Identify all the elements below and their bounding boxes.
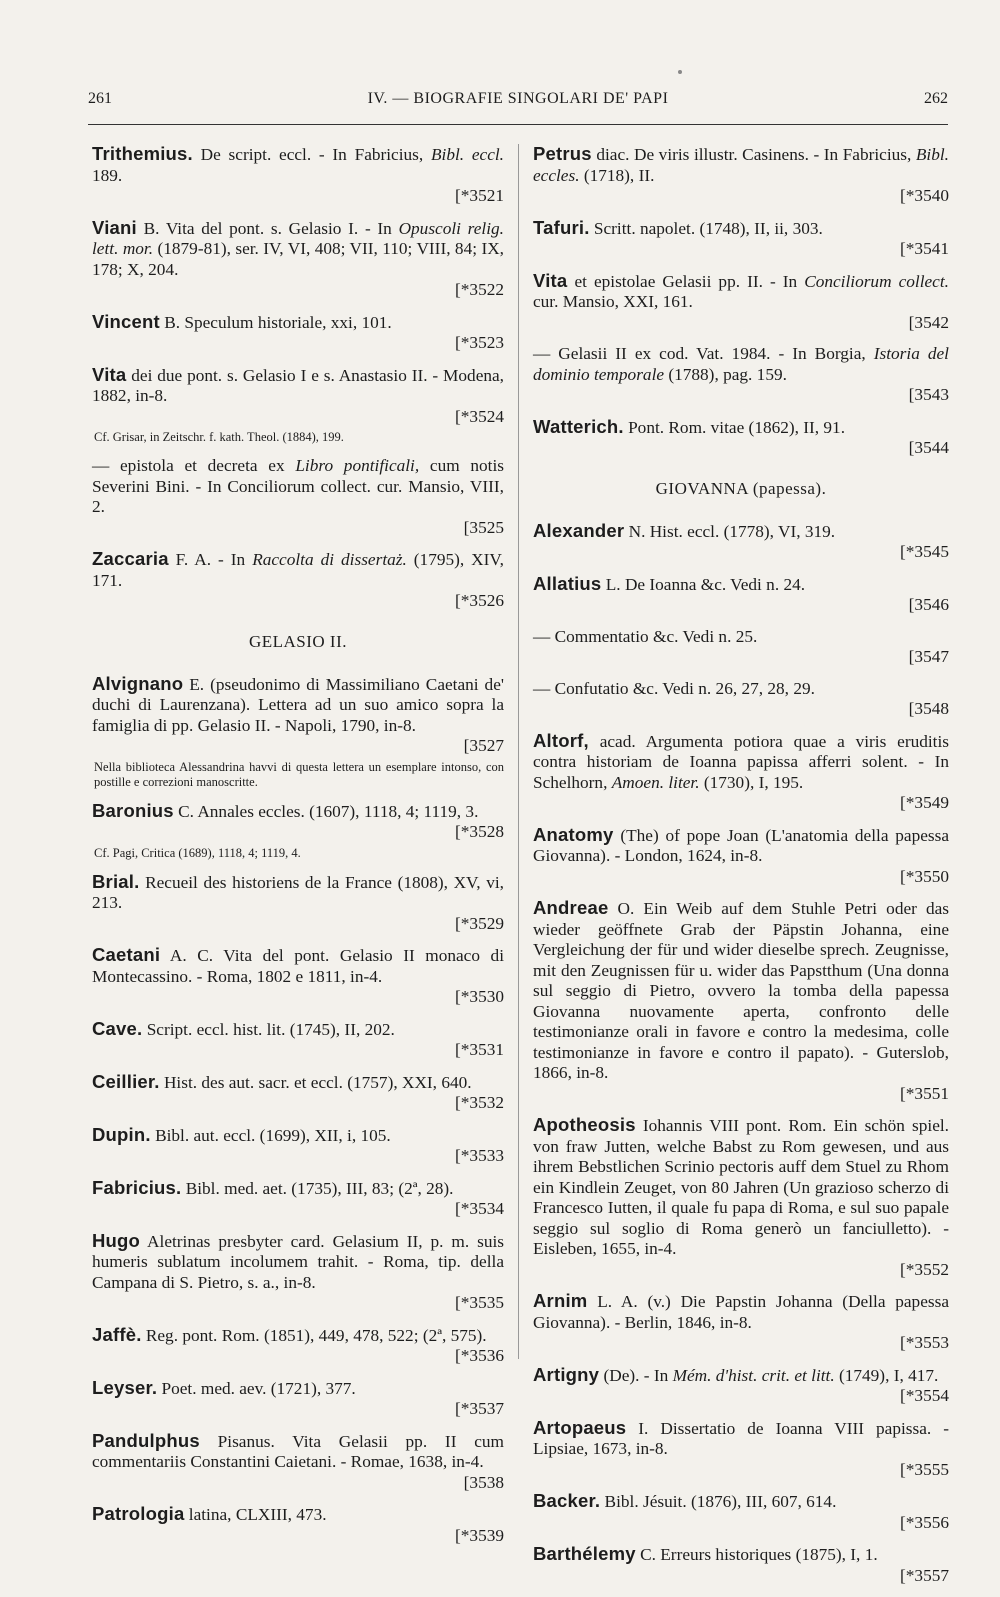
bibliography-entry (533, 1291, 949, 1354)
bibliography-entry (92, 1178, 504, 1220)
bibliography-entry (533, 1115, 949, 1280)
section-heading-gelasio: GELASIO II. (248, 631, 348, 651)
entry-headword: Fabricius. (92, 1176, 182, 1198)
entry-text: Bibl. med. aet. (1735), III, 83; (2ª, 28). (181, 1178, 454, 1198)
entry-number: [*3532 (455, 1093, 504, 1112)
header-rule (88, 124, 948, 125)
entry-text: (1718), II. (579, 165, 655, 185)
bibliography-entry (92, 144, 504, 207)
left-column (92, 144, 504, 1557)
entry-headword: Cave. (92, 1017, 143, 1039)
entry-number: [*3523 (455, 333, 504, 352)
entry-text: diac. De viris illustr. Casinens. - In Fabricius, (591, 145, 916, 164)
entry-text: (The) of pope Joan (L'anatomia della papessa Giovanna). - London, 1624, in-8. (533, 825, 949, 865)
bibliography-entry (533, 898, 949, 1104)
page-number-right: 262 (924, 90, 948, 107)
entry-text: — Gelasii II ex cod. Vat. 1984. - In Borgia, (533, 344, 874, 363)
bibliography-entry (533, 574, 949, 616)
entry-headword: Pandulphus (92, 1429, 200, 1451)
bibliography-entry (92, 549, 504, 612)
entry-headword: Vita (92, 363, 127, 385)
entry-headword: Zaccaria (92, 548, 169, 569)
entry-headword: Patrologia (92, 1503, 185, 1524)
entry-headword: Vincent (92, 310, 160, 332)
entry-number: [*3529 (455, 913, 504, 933)
entry-headword: Alvignano (92, 672, 184, 694)
bibliography-entry (92, 1378, 504, 1420)
entry-text: Iohannis VIII pont. Rom. Ein schön spiel. von fraw Jutten, welche Babst zu Rom gewesen, und aus ihrem Bebstlichen Scrinio pectoris auff dem Stuel zu Rhom ein Kindlein Zeuget, von 80 Jahren (Un grazioso scherzo di Francesco Iutten, il quale fu papa di Roma, e sul suo papale seggio sul soglio di Roma generò un fanciulletto). - Eisleben, 1655, in-4. (533, 1116, 949, 1258)
entry-number: [*3549 (900, 793, 949, 812)
bibliography-entry (92, 1504, 504, 1546)
bibliography-entry (92, 872, 504, 935)
entry-headword: Artopaeus (533, 1416, 627, 1438)
bibliography-entry (533, 1491, 949, 1533)
entry-italic-title: Opuscoli relig. lett. mor. (92, 218, 505, 258)
entry-italic-title: Mém. d'hist. crit. et litt. (672, 1365, 835, 1385)
bibliography-entry (533, 825, 949, 888)
entry-headword: Petrus (533, 143, 592, 164)
entry-text: (1879-81), ser. IV, VI, 408; VII, 110; VIII, 84; IX, 178; X, 204. (92, 239, 504, 279)
entry-text: dei due pont. s. Gelasio I e s. Anastasio II. - Modena, 1882, in-8. (92, 365, 504, 405)
bibliography-entry (533, 271, 949, 334)
entry-number: [*3521 (455, 186, 504, 205)
entry-number: [3548 (908, 699, 949, 718)
entry-text: B. Vita del pont. s. Gelasio I. - In (136, 218, 399, 238)
entry-note: Nella biblioteca Alessandrina havvi di questa lettera un esemplare intonso, con postille e correzioni manoscritte. (94, 759, 504, 789)
entry-headword: Dupin. (92, 1123, 151, 1145)
entry-italic-title: Bibl. eccles. (533, 145, 949, 185)
entry-italic-title: Bibl. eccl. (430, 145, 504, 164)
bibliography-entry (533, 1418, 949, 1481)
entry-headword: Viani (92, 216, 137, 238)
entry-italic-title: Raccolta di dissertaż. (252, 550, 407, 569)
entry-text: (1730), I, 195. (699, 772, 804, 792)
entry-text: 189. (92, 165, 123, 185)
chapter-title: IV. — BIOGRAFIE SINGOLARI DE' PAPI (367, 90, 669, 107)
entry-number: [*3551 (900, 1083, 949, 1103)
entry-text: Script. eccl. hist. lit. (1745), II, 202. (142, 1019, 395, 1039)
entry-text: Hist. des aut. sacr. et eccl. (1757), XXI, 640. (159, 1072, 472, 1092)
entry-text: N. Hist. eccl. (1778), VI, 319. (624, 521, 836, 541)
entry-number: [*3528 (455, 822, 504, 841)
entry-text: Poet. med. aev. (1721), 377. (157, 1378, 356, 1398)
entry-text: Bibl. aut. eccl. (1699), XII, i, 105. (150, 1125, 391, 1145)
entry-text: L. A. (v.) Die Papstin Johanna (Della papessa Giovanna). - Berlin, 1846, in-8. (533, 1292, 949, 1332)
entry-headword: Hugo (92, 1229, 141, 1251)
entry-number: [*3539 (455, 1525, 504, 1545)
entry-number: [*3530 (455, 987, 504, 1006)
entry-text: acad. Argumenta potiora quae a viris eruditis contra historiam de Ioanna papissa afferri solent. - In Schelhorn, (533, 731, 949, 792)
bibliography-entry (92, 1325, 504, 1367)
bibliography-entry (533, 144, 949, 207)
entry-number: [*3555 (900, 1459, 949, 1479)
bibliography-entry (92, 1072, 504, 1114)
bibliography-entry (92, 1431, 504, 1494)
entry-text: (1749), I, 417. (834, 1365, 939, 1385)
entry-number: [3543 (908, 385, 949, 404)
entry-headword: Trithemius. (92, 143, 193, 164)
bibliography-entry (92, 456, 504, 538)
entry-number: [*3536 (455, 1346, 504, 1365)
entry-text: Recueil des historiens de la France (1808), XV, vi, 213. (92, 872, 504, 912)
entry-text: — Confutatio &c. Vedi n. 26, 27, 28, 29. (533, 678, 815, 698)
entry-headword: Backer. (533, 1490, 601, 1511)
entry-text: I. Dissertatio de Ioanna VIII papissa. - Lipsiae, 1673, in-8. (533, 1418, 949, 1458)
bibliography-entry (533, 731, 949, 814)
entry-number: [3544 (908, 438, 949, 457)
entry-text: A. C. Vita del pont. Gelasio II monaco di Montecassino. - Roma, 1802 e 1811, in-4. (92, 946, 504, 986)
entry-text: (De). - In (599, 1365, 673, 1385)
bibliography-entry (92, 674, 504, 790)
entry-number: [*3545 (900, 542, 949, 561)
entry-headword: Allatius (533, 572, 602, 594)
entry-headword: Andreae (533, 897, 609, 918)
entry-number: [*3541 (900, 239, 949, 258)
bibliography-entry (533, 218, 949, 260)
entry-headword: Tafuri. (533, 216, 590, 238)
entry-text: cur. Mansio, XXI, 161. (533, 292, 693, 311)
entry-number: [*3522 (455, 280, 504, 299)
entry-number: [*3553 (900, 1333, 949, 1352)
bibliography-entry (92, 1019, 504, 1061)
entry-headword: Anatomy (533, 823, 614, 845)
entry-note: Cf. Pagi, Critica (1689), 1118, 4; 1119, 4. (94, 845, 301, 860)
entry-number: [*3552 (900, 1259, 949, 1279)
entry-number: [*3533 (455, 1146, 504, 1165)
left-entries-vita (92, 144, 504, 612)
entry-number: [*3550 (900, 866, 949, 886)
entry-headword: Barthélemy (533, 1543, 636, 1564)
entry-number: [*3540 (900, 186, 949, 205)
entry-note: Cf. Grisar, in Zeitschr. f. kath. Theol. (1884), 199. (94, 430, 344, 444)
entry-number: [3525 (463, 517, 504, 537)
entry-headword: Altorf, (533, 729, 589, 751)
entry-number: [3546 (908, 595, 949, 614)
entry-headword: Apotheosis (533, 1114, 636, 1135)
entry-number: [3527 (463, 736, 504, 755)
entry-italic-title: Istoria del dominio temporale (533, 344, 949, 384)
bibliography-entry (92, 312, 504, 354)
entry-number: [3542 (908, 312, 949, 332)
entry-headword: Baronius (92, 799, 174, 821)
entry-number: [*3535 (455, 1293, 504, 1312)
entry-text: Aletrinas presbyter card. Gelasium II, p. m. suis humeris sublatum incolumem trahit. - Roma, tip. della Campana di S. Pietro, s. a., in-8. (92, 1231, 504, 1292)
entry-headword: Arnim (533, 1290, 588, 1311)
entry-number: [*3524 (455, 406, 504, 426)
entry-text: Reg. pont. Rom. (1851), 449, 478, 522; (2ª, 575). (141, 1325, 487, 1345)
entry-number: [*3554 (900, 1386, 949, 1405)
entry-headword: Brial. (92, 870, 140, 892)
entry-number: [3547 (908, 647, 949, 666)
entry-headword: Watterich. (533, 415, 624, 437)
entry-headword: Caetani (92, 944, 161, 965)
entry-text: C. Erreurs historiques (1875), I, 1. (635, 1545, 878, 1564)
entry-italic-title: Amoen. liter. (611, 772, 700, 792)
column-divider (518, 144, 519, 1359)
page-number-left: 261 (88, 90, 112, 107)
right-column (533, 144, 949, 1597)
entry-italic-title: Conciliorum collect. (804, 271, 949, 291)
entry-text: (1788), pag. 159. (664, 364, 787, 384)
entry-text: O. Ein Weib auf dem Stuhle Petri oder das wieder geöffnete Grab der Päpstin Johanna, eine Vergleichung der für und wider dieselbe sprech. Zeugnisse, mit den Zeugnissen für u. wider das Papstthum (Una donna sul seggio di Pietro, ovvero la tomba della papessa Giovanna nuovamente aperta, confronto delle testimonianze orali in favore e contro la medesima, colle testimonianze in favore e contro il papato). - Guterslob, 1866, in-8. (533, 899, 949, 1082)
entry-text: B. Speculum historiale, xxi, 101. (159, 312, 392, 332)
entry-headword: Artigny (533, 1363, 600, 1385)
bibliography-entry (533, 417, 949, 459)
ink-speck (678, 70, 682, 74)
right-entries-giovanna (533, 521, 949, 1587)
entry-text: C. Annales eccles. (1607), 1118, 4; 1119, 3. (173, 801, 479, 821)
section-heading-giovanna: GIOVANNA (papessa). (655, 478, 827, 498)
entry-number: [*3557 (900, 1565, 949, 1585)
bibliography-entry (92, 1231, 504, 1314)
bibliography-entry (533, 1544, 949, 1586)
right-entries-gelasio (533, 144, 949, 459)
entry-headword: Vita (533, 269, 568, 291)
entry-text: L. De Ioanna &c. Vedi n. 24. (601, 574, 806, 594)
entry-number: [3538 (463, 1472, 504, 1492)
entry-number: [*3531 (455, 1040, 504, 1059)
bibliography-entry (92, 801, 504, 861)
entry-text: — Commentatio &c. Vedi n. 25. (533, 626, 758, 646)
bibliography-entry (92, 945, 504, 1008)
entry-text: — epistola et decreta ex (92, 456, 296, 475)
entry-number: [*3526 (455, 591, 504, 610)
entry-headword: Alexander (533, 519, 625, 541)
bibliography-entry (92, 1125, 504, 1167)
bibliography-entry (533, 1365, 949, 1407)
bibliography-entry (533, 627, 949, 668)
running-header (88, 90, 948, 118)
entry-text: Pont. Rom. vitae (1862), II, 91. (623, 417, 846, 437)
entry-text: E. (pseudonimo di Massimiliano Caetani de' duchi di Laurenzana). Lettera ad un suo amico sopra la famiglia di pp. Gelasio II. - Napoli, 1790, in-8. (92, 674, 504, 735)
entry-text: et epistolae Gelasii pp. II. - In (567, 271, 805, 291)
entry-italic-title: Libro pontificali, (295, 456, 420, 475)
entry-headword: Jaffè. (92, 1323, 142, 1345)
entry-text: latina, CLXIII, 473. (184, 1505, 327, 1524)
entry-text: F. A. - In (168, 550, 253, 569)
entry-headword: Leyser. (92, 1376, 158, 1398)
entry-text: De script. eccl. - In Fabricius, (192, 145, 431, 164)
entry-number: [*3534 (455, 1199, 504, 1218)
entry-headword: Ceillier. (92, 1070, 160, 1092)
bibliography-entry (533, 344, 949, 406)
entry-number: [*3556 (900, 1512, 949, 1532)
entry-text: Bibl. Jésuit. (1876), III, 607, 614. (600, 1492, 837, 1511)
bibliography-entry (533, 679, 949, 720)
entry-text: Pisanus. Vita Gelasii pp. II cum commentariis Constantini Caietani. - Romae, 1638, in-4. (92, 1431, 504, 1471)
entry-text: Scritt. napolet. (1748), II, ii, 303. (589, 218, 823, 238)
entry-text: cum notis Severini Bini. - In Conciliorum collect. cur. Mansio, VIII, 2. (92, 456, 504, 516)
left-entries-gelasio (92, 674, 504, 1547)
entry-text: (1795), XIV, 171. (92, 550, 504, 590)
bibliography-entry (92, 218, 504, 301)
bibliography-entry (533, 521, 949, 563)
bibliography-entry (92, 365, 504, 446)
entry-number: [*3537 (455, 1399, 504, 1418)
